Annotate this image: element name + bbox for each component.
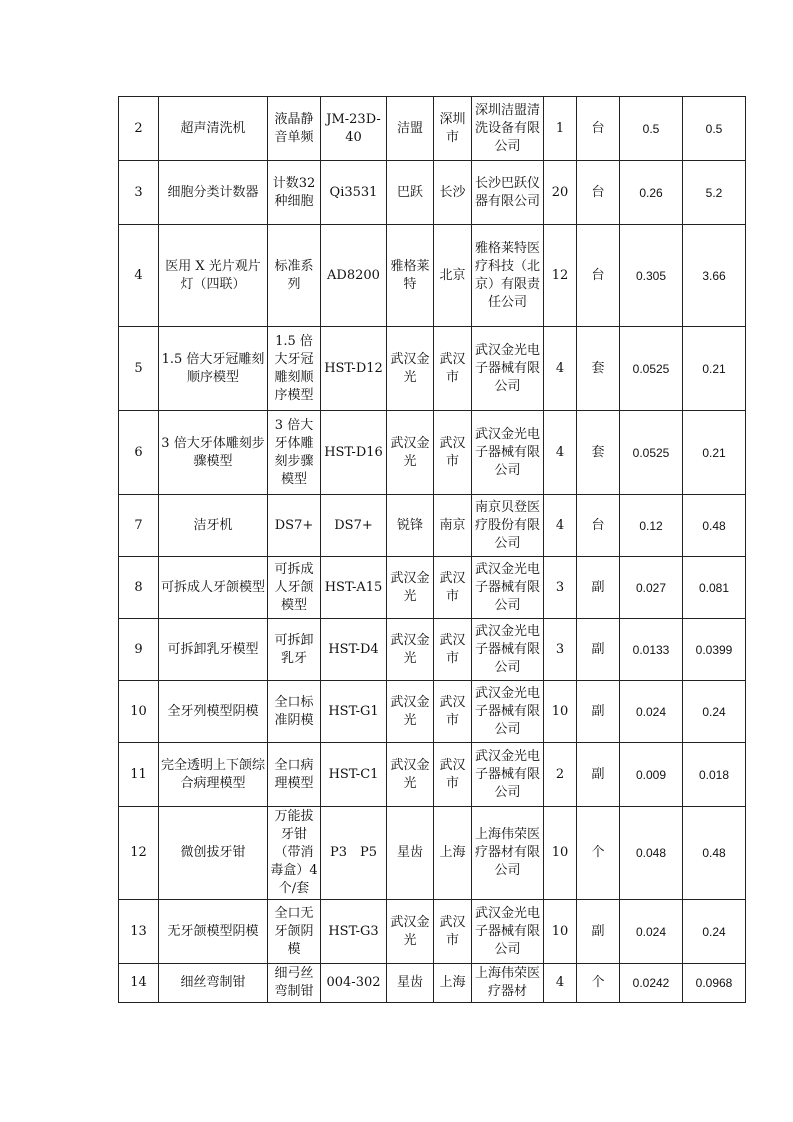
table-row <box>119 743 746 807</box>
cell-origin: 深圳市 <box>434 97 472 161</box>
cell-unit: 台 <box>577 225 620 327</box>
cell-maker: 武汉金光电子器械有限公司 <box>472 327 544 411</box>
cell-model: HST-D4 <box>321 619 387 681</box>
cell-price: 0.26 <box>620 161 683 225</box>
cell-spec: 标准系列 <box>268 225 321 327</box>
cell-brand: 锐锋 <box>387 495 434 557</box>
cell-model: HST-C1 <box>321 743 387 807</box>
table-row <box>119 161 746 225</box>
cell-qty: 4 <box>544 327 577 411</box>
cell-name: 3 倍大牙体雕刻步骤模型 <box>159 411 268 495</box>
cell-name: 医用 X 光片观片灯（四联） <box>159 225 268 327</box>
cell-unit: 副 <box>577 900 620 964</box>
cell-price: 0.009 <box>620 743 683 807</box>
cell-name: 完全透明上下颌综合病理模型 <box>159 743 268 807</box>
cell-unit: 副 <box>577 681 620 743</box>
cell-price: 0.027 <box>620 557 683 619</box>
cell-origin: 南京 <box>434 495 472 557</box>
cell-brand: 星齿 <box>387 807 434 900</box>
cell-price: 0.12 <box>620 495 683 557</box>
cell-total: 0.48 <box>683 495 746 557</box>
cell-spec: 万能拔牙钳（带消毒盒）4个/套 <box>268 807 321 900</box>
equipment-table <box>118 96 746 1003</box>
cell-price: 0.0133 <box>620 619 683 681</box>
cell-qty: 3 <box>544 619 577 681</box>
cell-brand: 武汉金光 <box>387 743 434 807</box>
table-row <box>119 557 746 619</box>
cell-unit: 副 <box>577 743 620 807</box>
cell-price: 0.5 <box>620 97 683 161</box>
table-row <box>119 807 746 900</box>
cell-spec: 1.5 倍大牙冠雕刻顺序模型 <box>268 327 321 411</box>
cell-unit: 个 <box>577 964 620 1003</box>
table-row <box>119 327 746 411</box>
cell-name: 可拆卸乳牙模型 <box>159 619 268 681</box>
cell-qty: 12 <box>544 225 577 327</box>
cell-maker: 上海伟荣医疗器材有限公司 <box>472 807 544 900</box>
table-row <box>119 411 746 495</box>
cell-unit: 台 <box>577 495 620 557</box>
cell-name: 1.5 倍大牙冠雕刻顺序模型 <box>159 327 268 411</box>
cell-qty: 10 <box>544 681 577 743</box>
table-row <box>119 97 746 161</box>
cell-qty: 1 <box>544 97 577 161</box>
cell-origin: 北京 <box>434 225 472 327</box>
cell-origin: 武汉市 <box>434 743 472 807</box>
cell-origin: 武汉市 <box>434 681 472 743</box>
cell-qty: 2 <box>544 743 577 807</box>
cell-model: AD8200 <box>321 225 387 327</box>
cell-maker: 南京贝登医疗股份有限公司 <box>472 495 544 557</box>
table-row <box>119 495 746 557</box>
cell-brand: 武汉金光 <box>387 557 434 619</box>
cell-no: 4 <box>119 225 159 327</box>
cell-price: 0.0525 <box>620 411 683 495</box>
cell-brand: 武汉金光 <box>387 900 434 964</box>
cell-spec: 全口标准阴模 <box>268 681 321 743</box>
cell-qty: 4 <box>544 411 577 495</box>
cell-no: 13 <box>119 900 159 964</box>
cell-maker: 武汉金光电子器械有限公司 <box>472 619 544 681</box>
cell-total: 0.081 <box>683 557 746 619</box>
cell-brand: 洁盟 <box>387 97 434 161</box>
cell-no: 7 <box>119 495 159 557</box>
cell-origin: 长沙 <box>434 161 472 225</box>
cell-unit: 副 <box>577 619 620 681</box>
cell-origin: 武汉市 <box>434 327 472 411</box>
cell-total: 0.21 <box>683 327 746 411</box>
cell-name: 无牙颌模型阴模 <box>159 900 268 964</box>
cell-model: JM-23D-40 <box>321 97 387 161</box>
table-row <box>119 681 746 743</box>
cell-spec: 可拆卸乳牙 <box>268 619 321 681</box>
cell-spec: DS7+ <box>268 495 321 557</box>
cell-model: HST-D12 <box>321 327 387 411</box>
cell-unit: 个 <box>577 807 620 900</box>
cell-model: HST-A15 <box>321 557 387 619</box>
cell-maker: 武汉金光电子器械有限公司 <box>472 743 544 807</box>
cell-brand: 武汉金光 <box>387 327 434 411</box>
cell-price: 0.048 <box>620 807 683 900</box>
cell-no: 9 <box>119 619 159 681</box>
cell-maker: 雅格莱特医疗科技（北京）有限责任公司 <box>472 225 544 327</box>
cell-spec: 可拆成人牙颌模型 <box>268 557 321 619</box>
cell-maker: 武汉金光电子器械有限公司 <box>472 411 544 495</box>
table-row <box>119 225 746 327</box>
cell-unit: 副 <box>577 557 620 619</box>
cell-brand: 星齿 <box>387 964 434 1003</box>
cell-brand: 武汉金光 <box>387 411 434 495</box>
cell-total: 3.66 <box>683 225 746 327</box>
cell-spec: 液晶静音单频 <box>268 97 321 161</box>
cell-spec: 细弓丝弯制钳 <box>268 964 321 1003</box>
cell-qty: 10 <box>544 900 577 964</box>
cell-no: 5 <box>119 327 159 411</box>
cell-name: 微创拔牙钳 <box>159 807 268 900</box>
cell-no: 6 <box>119 411 159 495</box>
cell-origin: 上海 <box>434 964 472 1003</box>
cell-model: HST-D16 <box>321 411 387 495</box>
cell-total: 0.018 <box>683 743 746 807</box>
cell-total: 0.5 <box>683 97 746 161</box>
table-row <box>119 900 746 964</box>
cell-total: 0.0968 <box>683 964 746 1003</box>
cell-brand: 雅格莱特 <box>387 225 434 327</box>
cell-price: 0.024 <box>620 681 683 743</box>
cell-origin: 上海 <box>434 807 472 900</box>
cell-name: 洁牙机 <box>159 495 268 557</box>
cell-spec: 全口无牙颌阴模 <box>268 900 321 964</box>
cell-maker: 深圳洁盟清洗设备有限公司 <box>472 97 544 161</box>
cell-brand: 武汉金光 <box>387 681 434 743</box>
cell-spec: 全口病理模型 <box>268 743 321 807</box>
cell-unit: 套 <box>577 411 620 495</box>
cell-brand: 巴跃 <box>387 161 434 225</box>
cell-unit: 套 <box>577 327 620 411</box>
cell-no: 10 <box>119 681 159 743</box>
cell-unit: 台 <box>577 161 620 225</box>
cell-total: 0.0399 <box>683 619 746 681</box>
cell-spec: 计数32种细胞 <box>268 161 321 225</box>
cell-qty: 4 <box>544 964 577 1003</box>
table-row <box>119 964 746 1003</box>
cell-origin: 武汉市 <box>434 411 472 495</box>
cell-origin: 武汉市 <box>434 619 472 681</box>
cell-name: 超声清洗机 <box>159 97 268 161</box>
cell-unit: 台 <box>577 97 620 161</box>
cell-qty: 3 <box>544 557 577 619</box>
cell-name: 全牙列模型阴模 <box>159 681 268 743</box>
cell-maker: 武汉金光电子器械有限公司 <box>472 900 544 964</box>
cell-qty: 20 <box>544 161 577 225</box>
cell-model: HST-G3 <box>321 900 387 964</box>
cell-model: P3 P5 <box>321 807 387 900</box>
cell-brand: 武汉金光 <box>387 619 434 681</box>
cell-price: 0.305 <box>620 225 683 327</box>
cell-total: 0.24 <box>683 900 746 964</box>
cell-maker: 长沙巴跃仪器有限公司 <box>472 161 544 225</box>
cell-name: 可拆成人牙颌模型 <box>159 557 268 619</box>
cell-model: 004-302 <box>321 964 387 1003</box>
cell-no: 2 <box>119 97 159 161</box>
cell-spec: 3 倍大牙体雕刻步骤模型 <box>268 411 321 495</box>
cell-model: DS7+ <box>321 495 387 557</box>
cell-total: 0.24 <box>683 681 746 743</box>
cell-name: 细丝弯制钳 <box>159 964 268 1003</box>
cell-no: 12 <box>119 807 159 900</box>
cell-name: 细胞分类计数器 <box>159 161 268 225</box>
cell-maker: 上海伟荣医疗器材 <box>472 964 544 1003</box>
cell-origin: 武汉市 <box>434 557 472 619</box>
cell-maker: 武汉金光电子器械有限公司 <box>472 681 544 743</box>
cell-model: HST-G1 <box>321 681 387 743</box>
cell-model: Qi3531 <box>321 161 387 225</box>
cell-origin: 武汉市 <box>434 900 472 964</box>
cell-qty: 4 <box>544 495 577 557</box>
cell-price: 0.024 <box>620 900 683 964</box>
cell-no: 8 <box>119 557 159 619</box>
cell-maker: 武汉金光电子器械有限公司 <box>472 557 544 619</box>
cell-total: 5.2 <box>683 161 746 225</box>
cell-total: 0.48 <box>683 807 746 900</box>
cell-price: 0.0525 <box>620 327 683 411</box>
cell-no: 11 <box>119 743 159 807</box>
table-row <box>119 619 746 681</box>
cell-no: 14 <box>119 964 159 1003</box>
cell-no: 3 <box>119 161 159 225</box>
cell-total: 0.21 <box>683 411 746 495</box>
cell-qty: 10 <box>544 807 577 900</box>
cell-price: 0.0242 <box>620 964 683 1003</box>
